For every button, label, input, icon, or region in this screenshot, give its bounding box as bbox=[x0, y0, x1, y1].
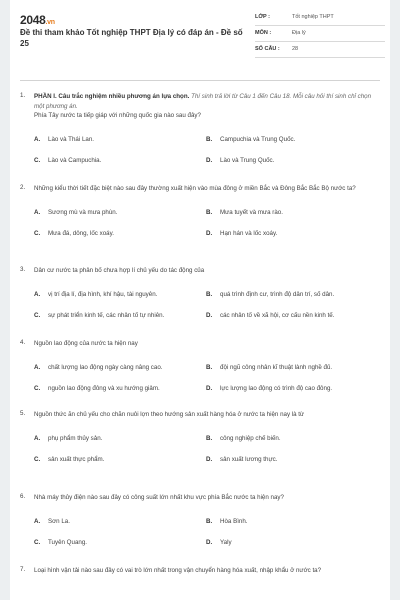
options-grid bbox=[34, 198, 380, 237]
options-grid bbox=[34, 125, 380, 164]
option-a[interactable]: A. Lào và Thái Lan. bbox=[34, 135, 94, 143]
section-heading: PHẦN I. Câu trắc nghiệm nhiều phương án lựa chọn. bbox=[34, 93, 190, 100]
question-item bbox=[20, 493, 380, 546]
header-divider bbox=[20, 80, 380, 81]
meta-value: Tốt nghiệp THPT bbox=[292, 14, 334, 20]
question-item bbox=[20, 184, 380, 237]
option-a[interactable]: A. Sương mù và mưa phùn. bbox=[34, 208, 118, 216]
question-text: Những kiểu thời tiết đặc biệt nào sau đây thường xuất hiện vào mùa đông ở miền Bắc và Đông Bắc Bắc Bộ nước ta? bbox=[34, 185, 356, 192]
option-b[interactable]: B. công nghiệp chế biến. bbox=[206, 434, 281, 442]
question-text: Nguồn lao động của nước ta hiện nay bbox=[34, 340, 138, 347]
question-text bbox=[34, 92, 380, 121]
meta-label: LỚP : bbox=[255, 14, 270, 20]
question-number: 2. bbox=[20, 184, 26, 191]
option-c[interactable]: C. nguồn lao động đông và xu hướng giảm. bbox=[34, 384, 160, 392]
options-grid bbox=[34, 507, 380, 546]
meta-table bbox=[255, 10, 385, 58]
option-d[interactable]: D. các nhân tố về xã hội, cơ cấu nền kinh tế. bbox=[206, 311, 335, 319]
option-b[interactable]: B. quá trình định cư, trình độ dân trí, số dân. bbox=[206, 290, 335, 298]
options-grid bbox=[34, 353, 380, 392]
option-d[interactable]: D. Yaly bbox=[206, 538, 232, 546]
option-c[interactable]: C. Lào và Campuchia. bbox=[34, 156, 102, 164]
option-a[interactable]: A. chất lượng lao động ngày càng nâng cao. bbox=[34, 363, 163, 371]
options-grid bbox=[34, 280, 380, 319]
option-c[interactable]: C. Tuyên Quang. bbox=[34, 538, 87, 546]
meta-row-count bbox=[255, 42, 385, 58]
meta-value: 28 bbox=[292, 46, 299, 52]
meta-value: Địa lý bbox=[292, 30, 306, 36]
options-grid bbox=[34, 424, 380, 463]
question-item bbox=[20, 410, 380, 463]
option-d[interactable]: D. sản xuất lương thực. bbox=[206, 455, 278, 463]
option-b[interactable]: B. Hòa Bình. bbox=[206, 517, 248, 525]
document-title: Đề thi tham khảo Tốt nghiệp THPT Địa lý có đáp án - Đề số 25 bbox=[20, 28, 243, 48]
page-header bbox=[10, 0, 390, 78]
question-item bbox=[20, 266, 380, 319]
section-instructions: Thí sinh trả lời từ Câu 1 đến Câu 18. Mỗi câu hỏi thí sinh chỉ chọn một phương án. bbox=[34, 93, 372, 110]
option-c[interactable]: C. sản xuất thực phẩm. bbox=[34, 455, 105, 463]
option-d[interactable]: D. lực lượng lao động có trình độ cao đông. bbox=[206, 384, 333, 392]
option-b[interactable]: B. đội ngũ công nhân kĩ thuật lành nghề đủ. bbox=[206, 363, 333, 371]
document-page bbox=[10, 0, 390, 600]
option-a[interactable]: A. vị trí địa lí, địa hình, khí hậu, tài nguyên. bbox=[34, 290, 158, 298]
question-text: Nhà máy thủy điện nào sau đây có công suất lớn nhất khu vực phía Bắc nước ta hiện nay? bbox=[34, 494, 284, 501]
option-a[interactable]: A. Sơn La. bbox=[34, 517, 70, 525]
meta-row-class bbox=[255, 10, 385, 26]
option-b[interactable]: B. Campuchia và Trung Quốc. bbox=[206, 135, 296, 143]
site-logo[interactable] bbox=[20, 13, 55, 27]
option-d[interactable]: D. Hạn hán và lốc xoáy. bbox=[206, 229, 278, 237]
option-d[interactable]: D. Lào và Trung Quốc. bbox=[206, 156, 275, 164]
question-text: Loại hình vận tải nào sau đây có vai trò lớn nhất trong vận chuyển hàng hóa xuất, nhập khẩu ở nước ta? bbox=[34, 567, 322, 574]
question-text: Nguồn thức ăn chủ yếu cho chăn nuôi lợn theo hướng sản xuất hàng hóa ở nước ta hiện nay là từ bbox=[34, 411, 305, 418]
question-text: Dân cư nước ta phân bố chưa hợp lí chủ yếu do tác động của bbox=[34, 267, 205, 274]
meta-label: SỐ CÂU : bbox=[255, 46, 280, 52]
question-number: 7. bbox=[20, 566, 26, 573]
question-number: 3. bbox=[20, 266, 26, 273]
option-c[interactable]: C. Mưa đá, dông, lốc xoáy. bbox=[34, 229, 114, 237]
question-item bbox=[20, 92, 380, 164]
question-number: 4. bbox=[20, 339, 26, 346]
question-item bbox=[20, 566, 380, 576]
option-b[interactable]: B. Mưa tuyết và mưa rào. bbox=[206, 208, 283, 216]
question-item bbox=[20, 339, 380, 392]
meta-label: MÔN : bbox=[255, 30, 272, 36]
logo-suffix: .vn bbox=[45, 19, 55, 26]
question-number: 5. bbox=[20, 410, 26, 417]
logo-text: 2048 bbox=[20, 13, 46, 27]
option-a[interactable]: A. phụ phẩm thủy sản. bbox=[34, 434, 103, 442]
option-c[interactable]: C. sự phát triển kinh tế, các nhân tố tự nhiên. bbox=[34, 311, 165, 319]
question-prompt: Phía Tây nước ta tiếp giáp với những quốc gia nào sau đây? bbox=[34, 112, 201, 119]
question-number: 6. bbox=[20, 493, 26, 500]
question-number: 1. bbox=[20, 92, 26, 99]
meta-row-subject bbox=[255, 26, 385, 42]
